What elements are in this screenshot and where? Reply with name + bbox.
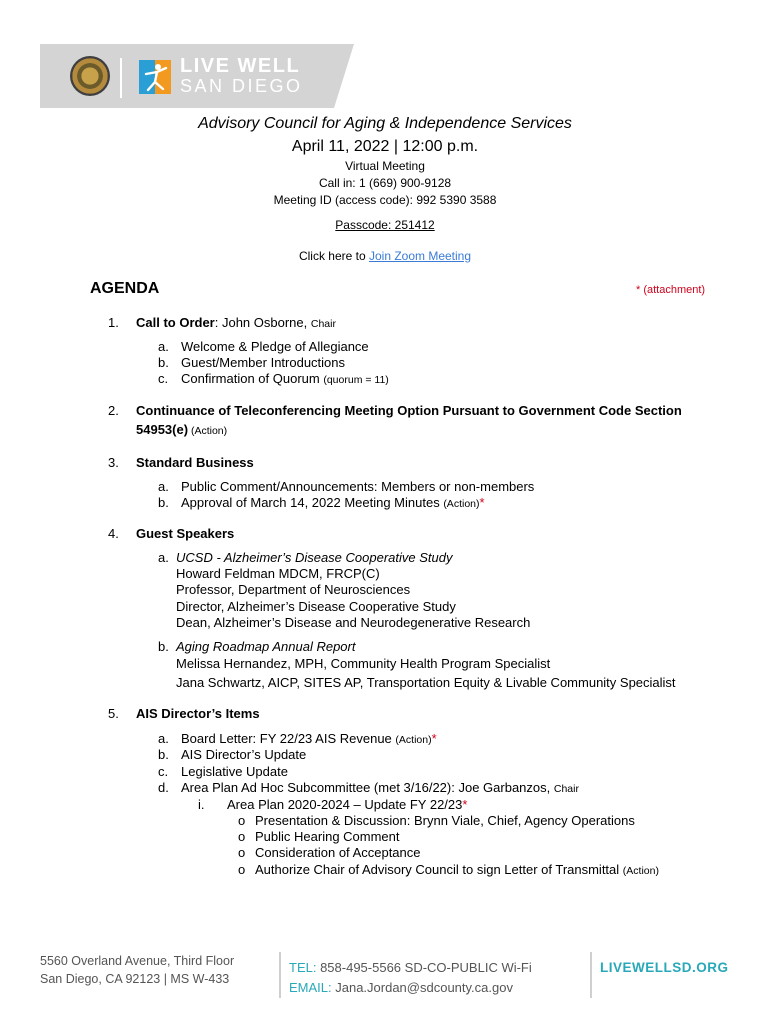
speaker-line: Howard Feldman MDCM, FRCP(C) xyxy=(176,566,380,581)
item-title-bold: 54953(e) xyxy=(136,422,189,437)
sub-text-small: (Action) xyxy=(443,498,480,510)
roman-text-main: Area Plan 2020-2024 – Update FY 22/23 xyxy=(227,797,463,812)
item-title-small: (Action) xyxy=(188,425,228,437)
bullet-item-text: Presentation & Discussion: Brynn Viale, Chief, Agency Operations xyxy=(255,813,635,828)
county-seal-icon xyxy=(70,56,110,96)
agenda-item-title-line2 xyxy=(136,422,227,437)
sub-text-small: (Action) xyxy=(395,734,432,746)
tel-value: 858-495-5566 SD-CO-PUBLIC Wi-Fi xyxy=(316,960,532,975)
sub-item-text: Legislative Update xyxy=(181,764,288,779)
item-title-small: Chair xyxy=(310,318,336,330)
footer-address-line2: San Diego, CA 92123 | MS W-433 xyxy=(40,972,230,986)
sub-letter: a. xyxy=(158,339,169,354)
sub-letter: a. xyxy=(158,479,169,494)
roman-item-text xyxy=(227,797,467,812)
bullet-glyph: o xyxy=(238,862,246,877)
speaker-line: Director, Alzheimer’s Disease Cooperative Study xyxy=(176,599,456,614)
live-well-figure-icon xyxy=(138,56,172,96)
speaker-topic: UCSD - Alzheimer’s Disease Cooperative Study xyxy=(176,550,453,565)
bullet-text-main: Authorize Chair of Advisory Council to sign Letter of Transmittal xyxy=(255,862,623,877)
bullet-item-text: Public Hearing Comment xyxy=(255,829,400,844)
meeting-date: April 11, 2022 | 12:00 p.m. xyxy=(291,138,479,155)
footer-email xyxy=(289,980,513,995)
sub-item-text: Welcome & Pledge of Allegiance xyxy=(181,339,369,354)
agenda-item-number: 1. xyxy=(108,315,119,330)
footer-divider xyxy=(279,952,281,998)
meeting-type: Virtual Meeting xyxy=(345,159,425,173)
meeting-id: Meeting ID (access code): 992 5390 3588 xyxy=(273,193,497,207)
logo-text-san-diego: SAN DIEGO xyxy=(180,76,303,96)
tel-label: TEL: xyxy=(289,960,317,975)
attachment-star: * xyxy=(479,495,485,510)
speaker-line: Melissa Hernandez, MPH, Community Health Program Specialist xyxy=(176,656,551,671)
agenda-heading: AGENDA xyxy=(90,280,160,297)
item-title-rest: : John Osborne, xyxy=(214,315,311,330)
sub-letter: b. xyxy=(158,355,169,370)
agenda-item-number: 2. xyxy=(108,403,119,418)
speaker-topic: Aging Roadmap Annual Report xyxy=(176,639,356,654)
sub-letter: d. xyxy=(158,780,169,795)
logo-divider xyxy=(120,58,122,98)
sub-letter: b. xyxy=(158,639,169,654)
roman-numeral: i. xyxy=(198,797,205,812)
sub-text-small: (quorum = 11) xyxy=(323,374,389,386)
call-in-number: Call in: 1 (669) 900-9128 xyxy=(318,176,452,190)
logo-text-live-well: LIVE WELL xyxy=(180,55,301,77)
bullet-glyph: o xyxy=(238,813,246,828)
zoom-line xyxy=(0,249,770,263)
bullet-glyph: o xyxy=(238,845,246,860)
meeting-title: Advisory Council for Aging & Independence Services xyxy=(198,115,572,132)
sub-item-text xyxy=(181,780,579,795)
sub-letter: c. xyxy=(158,371,169,386)
sub-text-main: Approval of March 14, 2022 Meeting Minutes xyxy=(181,495,444,510)
agenda-item-number: 4. xyxy=(108,526,119,541)
bullet-item-text: Consideration of Acceptance xyxy=(255,845,421,860)
sub-letter: a. xyxy=(158,731,169,746)
agenda-item-title xyxy=(136,315,336,330)
sub-letter: b. xyxy=(158,495,169,510)
agenda-item-number: 3. xyxy=(108,455,119,470)
sub-text-main: Area Plan Ad Hoc Subcommittee (met 3/16/22): Joe Garbanzos, xyxy=(181,780,554,795)
passcode: Passcode: 251412 xyxy=(335,218,435,232)
sub-letter: a. xyxy=(158,550,169,565)
footer-address-line1: 5560 Overland Avenue, Third Floor xyxy=(40,954,235,968)
speaker-line: Professor, Department of Neurosciences xyxy=(176,582,411,597)
email-label: EMAIL: xyxy=(289,980,332,995)
sub-item-text: AIS Director’s Update xyxy=(181,747,307,762)
agenda-item-title: Standard Business xyxy=(136,455,254,470)
speaker-line: Dean, Alzheimer’s Disease and Neurodegenerative Research xyxy=(176,615,531,630)
agenda-item-number: 5. xyxy=(108,706,119,721)
join-zoom-link[interactable]: Join Zoom Meeting xyxy=(368,249,472,263)
attachment-star: * xyxy=(462,797,468,812)
footer-telephone xyxy=(289,960,532,975)
sub-item-text xyxy=(181,495,485,510)
sub-text-main: Confirmation of Quorum xyxy=(181,371,324,386)
sub-item-text xyxy=(181,371,389,386)
sub-text-small: Chair xyxy=(553,783,579,795)
sub-text-main: Board Letter: FY 22/23 AIS Revenue xyxy=(181,731,396,746)
bullet-text-small: (Action) xyxy=(622,865,659,877)
footer-divider xyxy=(590,952,592,998)
item-title-bold: Call to Order xyxy=(136,315,215,330)
footer-website-link[interactable]: LIVEWELLSD.ORG xyxy=(600,960,729,975)
sub-letter: b. xyxy=(158,747,169,762)
sub-item-text: Guest/Member Introductions xyxy=(181,355,346,370)
sub-letter: c. xyxy=(158,764,169,779)
email-value[interactable]: Jana.Jordan@sdcounty.ca.gov xyxy=(331,980,513,995)
sub-item-text xyxy=(181,731,437,746)
bullet-item-text xyxy=(255,862,659,877)
agenda-item-title: Continuance of Teleconferencing Meeting Option Pursuant to Government Code Section xyxy=(136,403,682,418)
sub-item-text: Public Comment/Announcements: Members or non-members xyxy=(181,479,535,494)
attachment-star: * xyxy=(431,731,437,746)
agenda-item-title: Guest Speakers xyxy=(136,526,235,541)
agenda-item-title: AIS Director’s Items xyxy=(136,706,260,721)
bullet-glyph: o xyxy=(238,829,246,844)
speaker-line: Jana Schwartz, AICP, SITES AP, Transportation Equity & Livable Community Specialist xyxy=(176,675,676,690)
attachment-note: * (attachment) xyxy=(636,284,706,296)
zoom-prefix: Click here to xyxy=(298,249,369,263)
